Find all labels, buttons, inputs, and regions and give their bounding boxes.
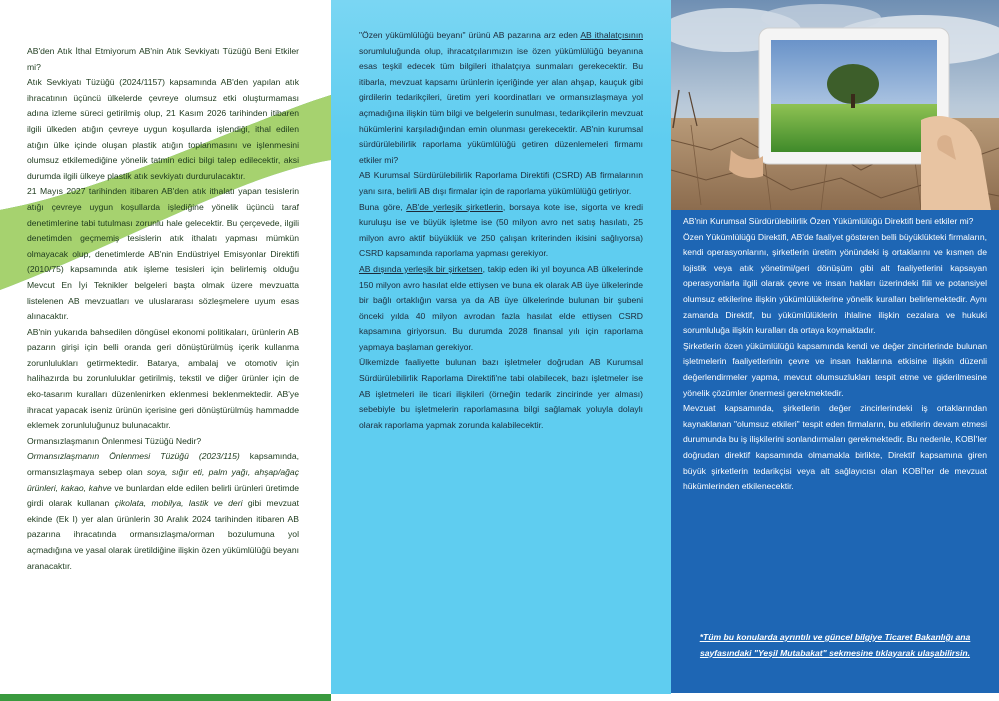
link-non-eu-company[interactable]: AB dışında yerleşik bir şirketsen — [359, 263, 483, 274]
right-column-text — [683, 214, 987, 495]
paragraph-non-eu-companies: AB dışında yerleşik bir şirketsen, takip eden iki yıl boyunca AB ülkelerinde 150 milyon avro hasılat elde ettiysen ve buna ek olarak AB üye ülkelerinde bir bağlı ortaklığın varsa ya da AB üye ülkelerinde bulunan bir şubeni önceki yılda 40 milyon avrodan fazla hasılat elde ettiysen CSRD kapsamına giriyorsun. Bu durumda 2028 finansal yılı için raporlama yapmaya başlaman gerekiyor. — [359, 263, 644, 352]
link-eu-based-companies[interactable]: AB'de yerleşik şirketlerin — [406, 201, 503, 212]
paragraph-sme: Mevzuat kapsamında, şirketlerin değer zincirlerindeki iş ortaklarından kaynaklanan "olumsuz etkileri" tespit eden firmaların, bu etkilerin devam etmesi durumunda bu iş ilişkilerini sonlandırmaları gerekmektedir. Bu nedenle, KOBİ'ler doğrudan direktif kapsamında olmamakla birlikte, Direktif kapsamına giren büyük şirketlerin tedarikçisi veya alt sağlayıcısı olan KOBİ'ler de mevzuat hükümlerinden etkilenecektir. — [683, 403, 987, 492]
paragraph-value-chain: Şirketlerin özen yükümlülüğü kapsamında kendi ve değer zincirlerinde bulunan işletmelerin faaliyetlerinin çevre ve insan haklarına etkisine ilişkin düzenli değerlendirmeler yapma, mevcut olumsuzlukları tespit etme ve giderilmesine yönelik çözümler önermesi gerekmektedir. — [683, 340, 987, 398]
paragraph-due-diligence: "Özen yükümlülüğü beyanı" ürünü AB pazarına arz eden AB ithalatçısının sorumluluğunda olup, ihracatçılarımızın ise özen yükümlülüğü beyanına esas teşkil edecek tüm bilgileri ithalatçıya sunmaları gerekecektir. Bu itibarla, mevzuat kapsamı ürünlerin içeriğinde yer alan ahşap, kauçuk gibi girdilerin tedarikçileri, üretim yeri koordinatları ve ormansızlaşmaya yol açmadığına ilişkin tüm bilgi ve belgelerin sunulması, tedarikçilerin mevzuat hükümlerini karşıladığından emin olunması gerekecektir. AB'nin kurumsal sürdürülebilirlik raporlama yükümlülüğü getiren düzenlemeleri firmamı etkiler mi? — [359, 30, 643, 165]
paragraph-audit: 21 Mayıs 2027 tarihinden itibaren AB'den atık ithalatı yapan tesislerin atığı çevreye uygun koşullarda işlediğine yönelik üçüncü taraf denetimlerine tabi tutulması zorunlu hale gelecektir. Bu çerçevede, ilgili denetimden geçmemiş tesislerin atık ithalatı yapması mümkün olmayacak olup, denetimlerde AB'nin Endüstriyel Emisyonlar Direktifi (2010/75) kapsamında atık işleme tesisleri için belirlemiş olduğu Mevcut En İyi Teknikler belgeleri başta olmak üzere mevzuatta listelenen AB mevzuatları ve uluslararası sözleşmelere uyum esas alınacaktır. — [27, 186, 299, 322]
middle-bottom-strip — [331, 694, 671, 701]
question-waste-shipment: AB'den Atık İthal Etmiyorum AB'nin Atık Sevkiyatı Tüzüğü Beni Etkiler mi? — [27, 46, 299, 72]
middle-column-text — [359, 28, 643, 433]
paragraph-deforestation: Ormansızlaşmanın Önlenmesi Tüzüğü (2023/115) kapsamında, ormansızlaşmaya sebep olan soya, sığır eti, palm yağı, ahşap/ağaç ürünleri, kakao, kahve ve bunlardan elde edilen belirli ürünleri üretimde girdi olarak kullanan çikolata, mobilya, lastik ve deri gibi mevzuat ekinde (Ek I) yer alan ürünlerin 30 Aralık 2024 tarihinden itibaren AB pazarına ihracatında ormansızlaşma/orman bozulumuna yol açmadığına ve yasal olarak üretildiğine ilişkin özen yükümlülüğü beyanı aranacaktır. — [27, 451, 300, 571]
green-deal-link-note[interactable]: *Tüm bu konularda ayrıntılı ve güncel bilgiye Ticaret Bakanlığı ana sayfasındaki "Yeşil Mutabakat" sekmesine tıklayarak ulaşabilirsin. — [699, 632, 971, 658]
paragraph-csrd: AB Kurumsal Sürdürülebilirlik Raporlama Direktifi (CSRD) AB firmalarının yanı sıra, belirli AB dışı firmalar için de raporlama yükümlülüğü getiriyor. — [359, 170, 643, 196]
tablet-landscape-photo — [671, 0, 999, 210]
right-column — [671, 0, 999, 701]
link-eu-importer[interactable]: AB ithalatçısının — [580, 30, 643, 40]
question-deforestation: Ormansızlaşmanın Önlenmesi Tüzüğü Nedir? — [27, 435, 202, 446]
paragraph-eu-companies: Buna göre, AB'de yerleşik şirketlerin, borsaya kote ise, sigorta ve kredi kuruluşu ise ve büyük işletme ise (50 milyon avro net satış hasılatı, 25 milyon avro aktif büyüklük ve 250 çalışan kriterinden ikisini sağlıyorsa) CSRD kapsamında raporlama yapması gerekiyor. — [359, 201, 643, 259]
paragraph-waste-shipment: Atık Sevkiyatı Tüzüğü (2024/1157) kapsamında AB'den yapılan atık ihracatının üçüncü ülkelerde çevreye olumsuz etki oluşturmaması adına izleme süreci getirilmiş olup, 21 Kasım 2026 tarihinden itibaren ilgili ülkeden atığın çevreye uygun koşullarda işlendiği, ithal edilen atığın ülke içinde oluşan plastik atığın toplanmasını ve işlenmesini olumsuz etkilemediğine yönelik tatmin edici bilgi talep edilecektir, aksi durumda ilgili ülkeye plastik atık sevkiyatı durdurulacaktır. — [27, 77, 299, 181]
middle-column — [331, 0, 671, 701]
paragraph-turkey-companies: Ülkemizde faaliyette bulunan bazı işletmeler doğrudan AB Kurumsal Sürdürülebilirlik Raporlama Direktifi'ne tabi olabilecek, bazı işletmeler ise AB işletmeleri ile ticari ilişkileri (örneğin tedarik zincirinde yer alması) sebebiyle bu işletmelerin raporlamasına bilgi sağlamak yoluyla dolaylı olarak raporlama yapmak zorunda kalabilecektir. — [359, 357, 643, 430]
left-column — [0, 0, 331, 701]
left-column-text — [27, 44, 299, 574]
right-bottom-strip — [671, 693, 999, 701]
paragraph-csddd: Özen Yükümlülüğü Direktifi, AB'de faaliyet gösteren belli büyüklükteki firmaların, kendi operasyonlarını, şirketlerin üretim yönündeki iş ortaklarını ve kısmen de lojistik veya atık yönetimi/geri dönüşüm gibi alt faaliyetlerini kapsayan operasyonlarla ilgili olarak çevre ve insan hakları üzerindeki fiili ve potansiyel olumsuz etkilerine ilişkin yükümlülüklerine yönelik kuralları belirlemektedir. Aynı zamanda Direktif, bu yükümlülüklerin ihlaline ilişkin cezalara ve hukuki sorumluluğa ilişkin kuralları da ortaya koymaktadır. — [683, 231, 987, 336]
paragraph-circular-economy: AB'nin yukarıda bahsedilen döngüsel ekonomi politikaları, ürünlerin AB pazarın girişi için belli oranda geri dönüştürülmüş içerik kullanma zorunlulukları getirmektedir. Batarya, ambalaj ve otomotiv için halihazırda bu zorunluluklar getirilmiş, tekstil ve diğer ürünler için de eko-tasarım kuralları düzenlenirken eklenmesi beklenmektedir. AB'ye ihracat yapacak iseniz ürünün içerisine geri dönüştürülmüş hammadde eklemek zorunluluğunuz bulunacaktır. — [27, 326, 299, 431]
question-csddd: AB'nin Kurumsal Sürdürülebilirlik Özen Yükümlülüğü Direktifi beni etkiler mi? — [683, 216, 974, 226]
